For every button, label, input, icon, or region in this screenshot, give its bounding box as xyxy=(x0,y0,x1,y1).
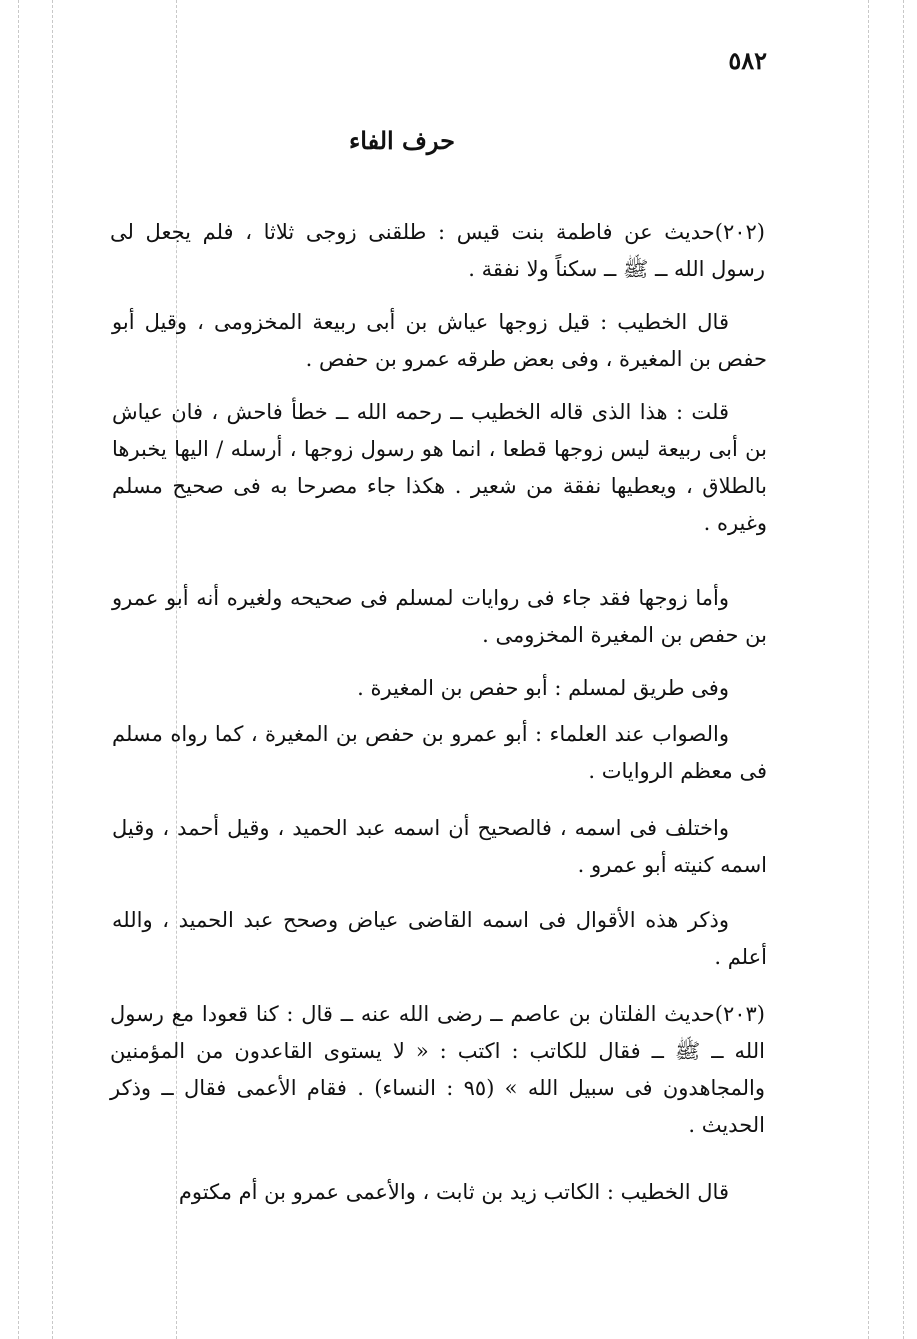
commentary-paragraph: قال الخطيب : قيل زوجها عياش بن أبى ربيعة المخزومى ، وقيل أبو حفص بن المغيرة ، وفى بعض طرقه عمرو بن حفص . xyxy=(112,310,767,371)
commentary-paragraph: وفى طريق لمسلم : أبو حفص بن المغيرة . xyxy=(357,676,729,700)
margin-guide-line xyxy=(868,0,869,1339)
margin-guide-line xyxy=(52,0,53,1339)
commentary-paragraph: قلت : هذا الذى قاله الخطيب ــ رحمه الله ــ خطأ فاحش ، فان عياش بن أبى ربيعة ليس زوجها قطعا ، انما هو رسول زوجها ، أرسله / اليها يخبرها بالطلاق ، ويعطيها نفقة من شعير . هكذا جاء مصرحا به فى صحيح مسلم وغيره . xyxy=(112,400,767,535)
hadith-203-paragraph: (٢٠٣)حديث الفلتان بن عاصم ــ رضى الله عنه ــ قال : كنا قعودا مع رسول الله ــ ﷺ ــ فقال للكاتب : اكتب : « لا يستوى القاعدون من المؤمنين والمجاهدون فى سبيل الله » (٩٥ : النساء) . فقام الأعمى فقال ــ وذكر الحديث . xyxy=(110,1002,765,1137)
page-number: ٥٨٢ xyxy=(728,46,767,75)
commentary-paragraph: وذكر هذه الأقوال فى اسمه القاضى عياض وصحح عبد الحميد ، والله أعلم . xyxy=(112,908,767,969)
commentary-paragraph: قال الخطيب : الكاتب زيد بن ثابت ، والأعمى عمرو بن أم مكتوم xyxy=(178,1180,729,1204)
commentary-paragraph: والصواب عند العلماء : أبو عمرو بن حفص بن المغيرة ، كما رواه مسلم فى معظم الروايات . xyxy=(112,722,767,783)
hadith-202-paragraph: (٢٠٢)حديث عن فاطمة بنت قيس : طلقنى زوجى ثلاثا ، فلم يجعل لى رسول الله ــ ﷺ ــ سكناً ولا نفقة . xyxy=(110,220,765,281)
margin-guide-line xyxy=(18,0,19,1339)
margin-guide-line xyxy=(903,0,904,1339)
commentary-paragraph: وأما زوجها فقد جاء فى روايات لمسلم فى صحيحه ولغيره أنه أبو عمرو بن حفص بن المغيرة المخزومى . xyxy=(112,586,767,647)
commentary-paragraph: واختلف فى اسمه ، فالصحيح أن اسمه عبد الحميد ، وقيل أحمد ، وقيل اسمه كنيته أبو عمرو . xyxy=(112,816,767,877)
chapter-title: حرف الفاء xyxy=(348,126,455,155)
